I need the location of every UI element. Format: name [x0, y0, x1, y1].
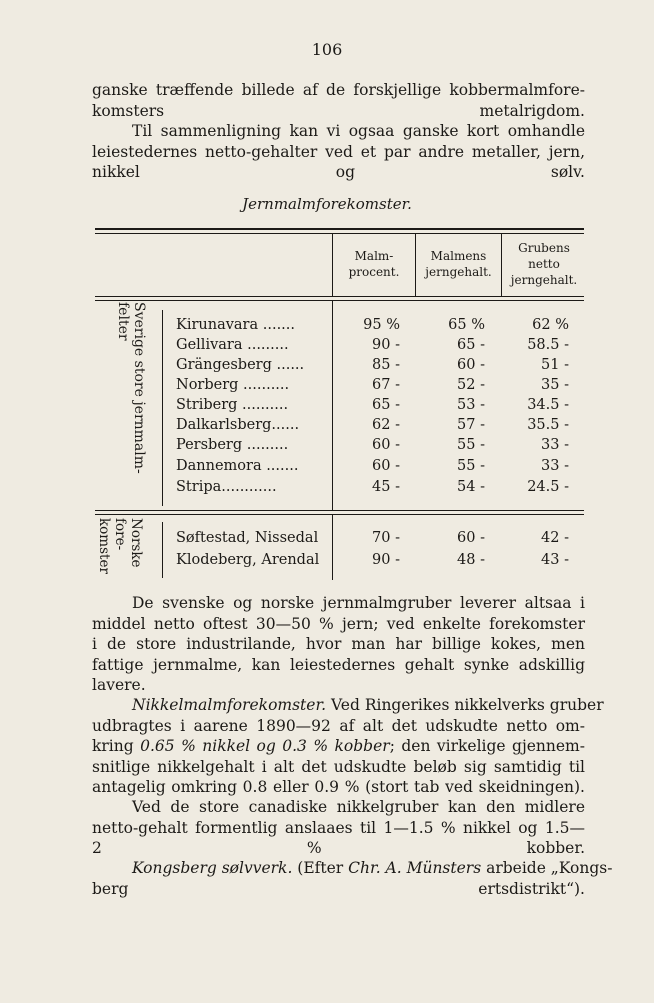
cell-malm: 90 -: [372, 552, 400, 568]
group-label-norske: Norske fore- komster: [96, 518, 144, 574]
row-name: Dannemora .......: [176, 458, 299, 474]
paragraph-canadiske: [92, 797, 585, 859]
cell-jern: 65 -: [457, 337, 485, 353]
text-line: Nikkelmalmforekomster. Ved Ringerikes nikkelverks gruber: [132, 696, 604, 714]
column-header-netto: Grubens netto jerngehalt.: [510, 241, 578, 287]
group-label-sverige: Sverige store jernmalm- felter: [115, 302, 147, 474]
row-name: Striberg ..........: [176, 397, 289, 413]
group-rule-thin: [95, 514, 584, 515]
text-line: berg ertsdistrikt“).: [92, 879, 585, 898]
cell-jern: 55 -: [457, 437, 485, 453]
header-rule: [95, 296, 584, 297]
text-line: De svenske og norske jernmalmgruber leverer altsaa i: [132, 594, 585, 612]
cell-netto: 33 -: [541, 458, 569, 474]
text-line: ganske træffende billede af de forskjellige kobbermalmfore-: [92, 81, 585, 99]
cell-netto: 35 -: [541, 377, 569, 393]
cell-malm: 45 -: [372, 479, 400, 495]
cell-netto: 62 %: [532, 317, 569, 333]
table-top-rule: [95, 228, 584, 230]
cell-malm: 67 -: [372, 377, 400, 393]
text-line: 2 % kobber.: [92, 839, 585, 857]
cell-netto: 33 -: [541, 437, 569, 453]
cell-jern: 60 -: [457, 530, 485, 546]
text-line: leiestedernes netto-gehalter ved et par andre metaller, jern,: [92, 142, 585, 161]
cell-netto: 24.5 -: [527, 479, 569, 495]
page-number: 106: [311, 40, 343, 59]
text-line: kring 0.65 % nikkel og 0.3 % kobber; den virkelige gjennem-: [92, 737, 585, 755]
cell-jern: 54 -: [457, 479, 485, 495]
text-line: antagelig omkring 0.8 eller 0.9 % (stort tab ved skeidningen).: [92, 778, 585, 796]
cell-jern: 48 -: [457, 552, 485, 568]
paragraph-nikkel: [92, 695, 604, 798]
row-name: Gellivara .........: [176, 337, 289, 353]
row-name: Norberg ..........: [176, 377, 290, 393]
text-line: netto-gehalt formentlig anslaaes til 1—1.5 % nikkel og 1.5—: [92, 818, 585, 837]
table-top-rule-thin: [95, 233, 584, 234]
row-name: Grängesberg ......: [176, 357, 305, 373]
paragraph-kongsberg: [92, 858, 613, 899]
text-line: Kongsberg sølvverk. (Efter Chr. A. Münsters arbeide „Kongs-: [132, 859, 613, 877]
header-rule-thin: [95, 300, 584, 301]
text-line: middel netto oftest 30—50 % jern; ved enkelte forekomster: [92, 614, 585, 633]
row-name: Stripa............: [176, 479, 277, 495]
cell-malm: 60 -: [372, 458, 400, 474]
cell-netto: 35.5 -: [527, 417, 569, 433]
row-name: Dalkarlsberg......: [176, 417, 300, 433]
cell-jern: 60 -: [457, 357, 485, 373]
cell-netto: 58.5 -: [527, 337, 569, 353]
cell-malm: 90 -: [372, 337, 400, 353]
text-line: snitlige nikkelgehalt i alt det udskudte beløb sig samtidig til: [92, 757, 585, 776]
group-rule: [95, 510, 584, 511]
text-line: udbragtes i aarene 1890—92 af alt det udskudte netto om-: [92, 716, 585, 735]
cell-netto: 42 -: [541, 530, 569, 546]
text-line: komsters metalrigdom.: [92, 101, 585, 120]
cell-malm: 65 -: [372, 397, 400, 413]
cell-jern: 53 -: [457, 397, 485, 413]
column-header-malmprocent: Malm- procent.: [348, 249, 400, 279]
text-line: Ved de store canadiske nikkelgruber kan den midlere: [132, 798, 585, 816]
row-name: Persberg .........: [176, 437, 289, 453]
text-line: i de store industrilande, hvor man har billige kokes, men: [92, 635, 585, 653]
text-line: fattige jernmalme, kan leiestedernes gehalt synke adskillig: [92, 655, 585, 674]
text-line: Til sammenligning kan vi ogsaa ganske kort omhandle: [132, 122, 585, 140]
cell-jern: 52 -: [457, 377, 485, 393]
text-line: lavere.: [92, 676, 146, 694]
group-brace: [162, 310, 163, 506]
column-divider: [332, 515, 333, 580]
table-title: Jernmalmforekomster.: [242, 195, 412, 213]
cell-jern: 57 -: [457, 417, 485, 433]
cell-jern: 65 %: [448, 317, 485, 333]
cell-malm: 95 %: [363, 317, 400, 333]
cell-malm: 70 -: [372, 530, 400, 546]
cell-malm: 62 -: [372, 417, 400, 433]
column-divider: [332, 301, 333, 510]
column-header-jerngehalt: Malmens jerngehalt.: [425, 249, 492, 279]
row-name: Klodeberg, Arendal: [176, 552, 320, 568]
group-brace: [162, 522, 163, 578]
cell-netto: 43 -: [541, 552, 569, 568]
text-line: nikkel og sølv.: [92, 163, 585, 181]
cell-jern: 55 -: [457, 458, 485, 474]
paragraph-jernmalm: [92, 593, 585, 696]
cell-malm: 60 -: [372, 437, 400, 453]
cell-netto: 34.5 -: [527, 397, 569, 413]
row-name: Søftestad, Nissedal: [176, 530, 319, 546]
cell-netto: 51 -: [541, 357, 569, 373]
intro-paragraph: [92, 80, 585, 183]
row-name: Kirunavara .......: [176, 317, 296, 333]
cell-malm: 85 -: [372, 357, 400, 373]
